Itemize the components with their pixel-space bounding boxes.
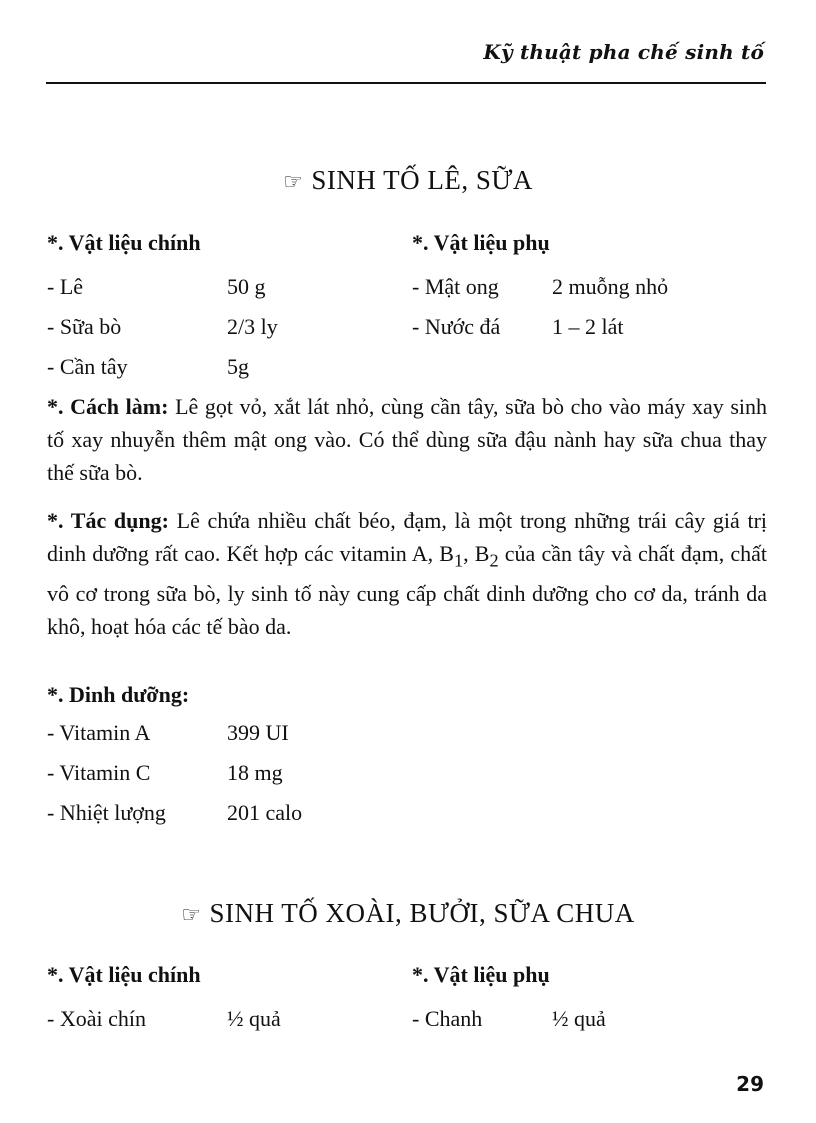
main-ingredients-heading: *. Vật liệu chính — [47, 962, 201, 987]
ingredient-row — [412, 274, 668, 314]
ingredient-row — [412, 314, 668, 354]
effect-text: , B — [463, 541, 490, 566]
recipe-1-title — [0, 165, 816, 196]
recipe-1-aux-ingredients — [412, 230, 668, 354]
ingredient-amount: ½ quả — [552, 1006, 606, 1031]
nutrient-name: - Nhiệt lượng — [47, 800, 166, 825]
nutrient-name: - Vitamin A — [47, 720, 151, 745]
effect-label: *. Tác dụng: — [47, 508, 169, 533]
ingredient-row — [47, 354, 278, 394]
ingredient-row — [47, 314, 278, 354]
ingredient-name: - Cần tây — [47, 354, 128, 379]
method-label: *. Cách làm: — [47, 394, 169, 419]
effect-text: của cần tây và chất đạm, chất vô cơ trong sữa bò, ly sinh tố này cung cấp chất dinh dưỡng cho cơ da, tránh da khô, hoạt hóa các tế bào da. — [47, 541, 767, 640]
ingredient-name: - Sữa bò — [47, 314, 122, 339]
ingredient-row — [47, 274, 278, 314]
recipe-2-title — [0, 898, 816, 929]
recipe-1-title-text: SINH TỐ LÊ, SỮA — [311, 165, 533, 195]
running-header: Kỹ thuật pha chế sinh tố — [483, 40, 764, 64]
header-rule — [46, 82, 766, 84]
ingredient-name: - Nước đá — [412, 314, 501, 339]
ingredient-amount: 2/3 ly — [227, 314, 278, 339]
nutrition-row — [47, 760, 302, 800]
nutrient-name: - Vitamin C — [47, 760, 151, 785]
effect-text: Lê chứa nhiều chất béo, đạm, là một trong những trái cây giá trị dinh dưỡng rất cao. Kết hợp các vitamin A, B — [47, 508, 768, 566]
effect-subscript: 2 — [489, 550, 499, 571]
effect-subscript: 1 — [453, 550, 464, 571]
ingredient-row — [47, 1006, 281, 1046]
pointing-hand-icon: ☞ — [181, 903, 202, 928]
recipe-2-main-ingredients — [47, 962, 281, 1046]
pointing-hand-icon: ☞ — [283, 170, 304, 195]
method-text: Lê gọt vỏ, xắt lát nhỏ, cùng cần tây, sữa bò cho vào máy xay sinh tố xay nhuyễn thêm mật ong vào. Có thể dùng sữa đậu nành hay sữa chua thay thế sữa bò. — [47, 394, 768, 485]
effect-paragraph — [47, 504, 767, 643]
recipe-2-title-text: SINH TỐ XOÀI, BƯỞI, SỮA CHUA — [209, 898, 635, 928]
nutrient-value: 399 UI — [227, 720, 289, 745]
ingredient-amount: 2 muỗng nhỏ — [552, 274, 669, 299]
aux-ingredients-heading: *. Vật liệu phụ — [412, 962, 550, 987]
method-paragraph — [47, 390, 767, 489]
ingredient-name: - Xoài chín — [47, 1006, 146, 1031]
nutrition-heading: *. Dinh dưỡng: — [47, 682, 190, 707]
ingredient-name: - Chanh — [412, 1006, 483, 1031]
ingredient-name: - Mật ong — [412, 274, 499, 299]
nutrition-row — [47, 800, 302, 840]
nutrition-list — [47, 682, 302, 840]
ingredient-row — [412, 1006, 606, 1046]
recipe-2-aux-ingredients — [412, 962, 606, 1046]
nutrient-value: 201 calo — [227, 800, 303, 825]
recipe-1-main-ingredients — [47, 230, 278, 394]
ingredient-amount: 5g — [227, 354, 249, 379]
nutrition-row — [47, 720, 302, 760]
ingredient-amount: ½ quả — [227, 1006, 281, 1031]
page-number: 29 — [736, 1072, 764, 1096]
aux-ingredients-heading: *. Vật liệu phụ — [412, 230, 550, 255]
nutrient-value: 18 mg — [227, 760, 283, 785]
ingredient-amount: 50 g — [227, 274, 266, 299]
main-ingredients-heading: *. Vật liệu chính — [47, 230, 201, 255]
ingredient-amount: 1 – 2 lát — [552, 314, 624, 339]
ingredient-name: - Lê — [47, 274, 84, 299]
